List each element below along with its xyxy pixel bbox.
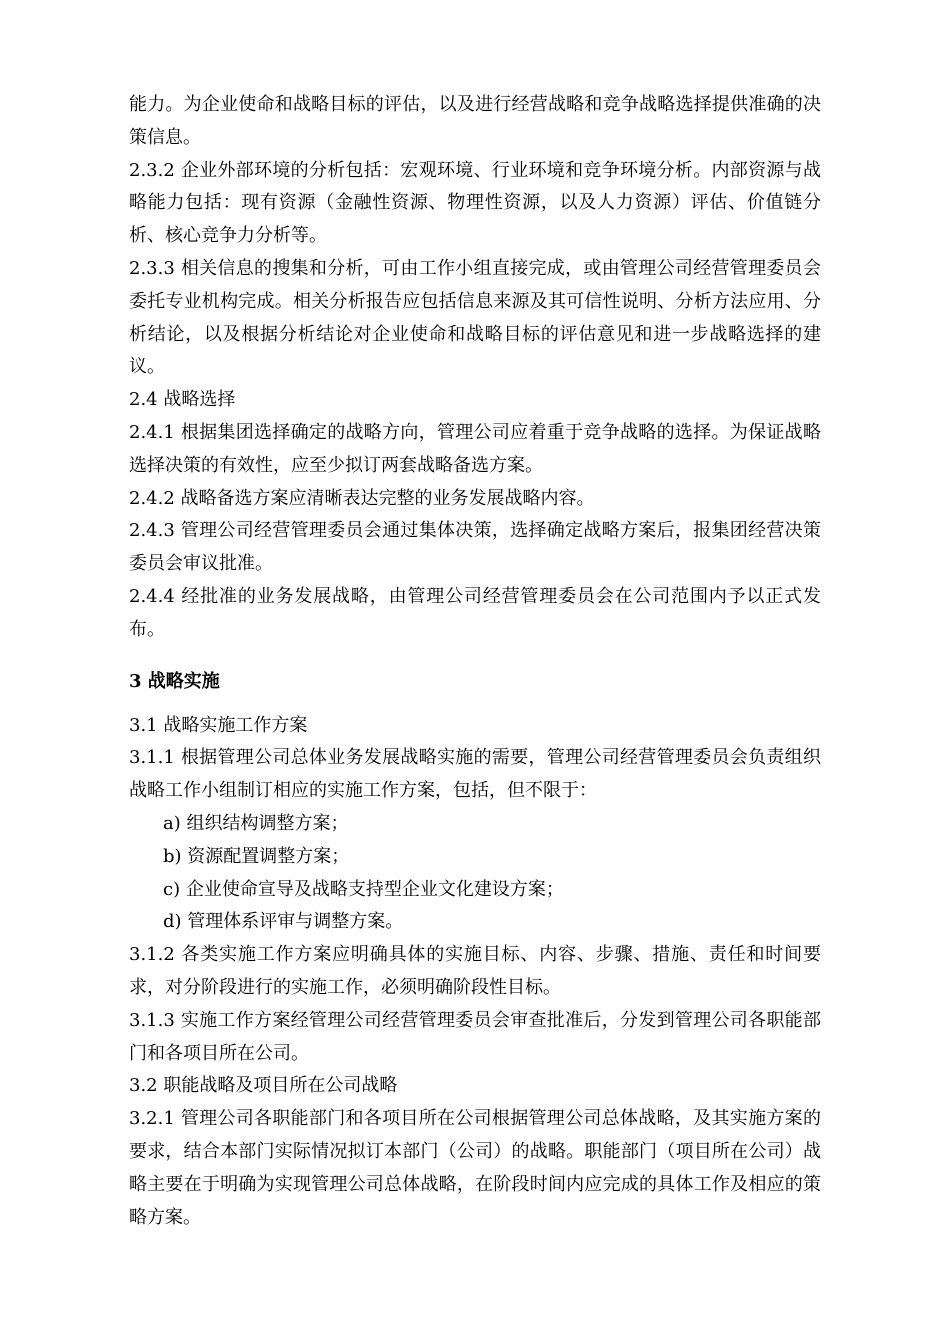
paragraph-2-4-2: 2.4.2 战略备选方案应清晰表达完整的业务发展战略内容。 (129, 487, 595, 509)
heading-2-4: 2.4 战略选择 (129, 389, 236, 411)
paragraph-2-4-3: 2.4.3 管理公司经营管理委员会通过集体决策，选择确定战略方案后，报集团经营决策委员会审议批准。 (129, 520, 821, 575)
list-item-a: a) 组织结构调整方案； (163, 812, 349, 834)
heading-3-2: 3.2 职能战略及项目所在公司战略 (129, 1075, 398, 1097)
list-item-d: d) 管理体系评审与调整方案。 (163, 911, 404, 933)
paragraph-3-2-1: 3.2.1 管理公司各职能部门和各项目所在公司根据管理公司总体战略，及其实施方案的要求，结合本部门实际情况拟订本部门（公司）的战略。职能部门（项目所在公司）战略主要在于明确为实现管理公司总体战略，在阶段时间内应完成的具体工作及相应的策略方案。 (129, 1108, 821, 1228)
list-item-c: c) 企业使命宣导及战略支持型企业文化建设方案； (163, 878, 564, 900)
paragraph-3-1-2: 3.1.2 各类实施工作方案应明确具体的实施目标、内容、步骤、措施、责任和时间要求，对分阶段进行的实施工作，必须明确阶段性目标。 (129, 944, 821, 998)
paragraph-2-3-2: 2.3.2 企业外部环境的分析包括：宏观环境、行业环境和竞争环境分析。内部资源与战略能力包括：现有资源（金融性资源、物理性资源，以及人力资源）评估、价值链分析、核心竞争力分析等。 (129, 159, 821, 247)
paragraph-2-3-3: 2.3.3 相关信息的搜集和分析，可由工作小组直接完成，或由管理公司经营管理委员会委托专业机构完成。相关分析报告应包括信息来源及其可信性说明、分析方法应用、分析结论，以及根据分析结论对企业使命和战略目标的评估意见和进一步战略选择的建议。 (129, 257, 821, 378)
paragraph-3-1-3: 3.1.3 实施工作方案经管理公司经营管理委员会审查批准后，分发到管理公司各职能部门和各项目所在公司。 (129, 1009, 821, 1064)
paragraph-2-4-4: 2.4.4 经批准的业务发展战略，由管理公司经营管理委员会在公司范围内予以正式发布。 (129, 585, 821, 640)
paragraph-3-1-1: 3.1.1 根据管理公司总体业务发展战略实施的需要，管理公司经营管理委员会负责组织战略工作小组制订相应的实施工作方案，包括，但不限于： (129, 747, 821, 802)
list-item-b: b) 资源配置调整方案； (163, 845, 350, 867)
paragraph-2-4-1: 2.4.1 根据集团选择确定的战略方向，管理公司应着重于竞争战略的选择。为保证战略选择决策的有效性，应至少拟订两套战略备选方案。 (129, 421, 821, 476)
paragraph-2-3-1-cont: 能力。为企业使命和战略目标的评估，以及进行经营战略和竞争战略选择提供准确的决策信息。 (129, 94, 821, 148)
document-page (129, 89, 821, 1234)
section-heading-3: 3 战略实施 (129, 670, 220, 692)
heading-3-1: 3.1 战略实施工作方案 (129, 714, 308, 736)
